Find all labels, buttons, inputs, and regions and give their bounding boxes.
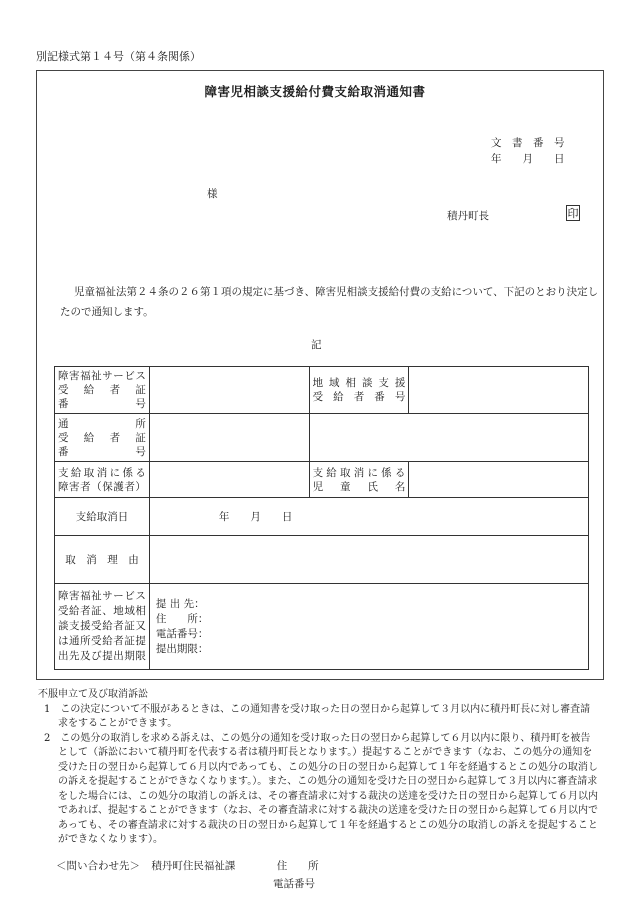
contact-block <box>56 858 319 873</box>
ki-mark: 記 <box>311 339 322 351</box>
row-names <box>55 462 589 498</box>
document-number-label: 文 書 番 号 <box>491 137 565 149</box>
document-title: 障害児相談支援給付費支給取消通知書 <box>204 84 426 99</box>
cancel-date-field[interactable]: 年 月 日 <box>149 498 588 536</box>
row-service-cert <box>55 367 589 414</box>
note-item-1: 1 この決定について不服があるときは、この通知書を受け取った日の翌日から起算して３月以内に積丹町長に対し審査請求をすることができます。 <box>44 703 591 729</box>
body-text: 児童福祉法第２４条の２６第１項の規定に基づき、障害児相談支援給付費の支給について、下記のとおり決定したので通知します。 <box>60 286 599 318</box>
community-support-number-cells[interactable] <box>409 367 589 414</box>
issuer-name: 積丹町長 <box>447 210 489 222</box>
phone-line: 電話番号： <box>155 627 209 640</box>
guardian-label: 支給取消に係る 障害者（保護者） <box>55 462 150 498</box>
deadline-line: 提出期限： <box>155 642 209 655</box>
address-line: 住 所： <box>155 612 209 625</box>
row-cancel-date <box>55 498 589 536</box>
daycare-cert-label: 通 所 受 給 者 証 番 号 <box>55 414 150 462</box>
appeal-notes <box>38 688 598 848</box>
submission-details[interactable] <box>149 584 588 670</box>
row-submission <box>55 584 589 670</box>
recipient-suffix: 様 <box>207 188 218 200</box>
record-table <box>54 366 589 670</box>
service-cert-label: 障害福祉サービス 受 給 者 証 番 号 <box>55 367 150 414</box>
service-cert-number-cells[interactable] <box>149 367 309 414</box>
blank-cell <box>309 414 588 462</box>
cancel-reason-field[interactable] <box>149 536 588 584</box>
contact-dept: 積丹町住民福祉課 <box>151 860 236 872</box>
submission-label: 障害福祉サービス 受給者証、地域相 談支援受給者証又 は通所受給者証提 出先及び提出期限 <box>55 584 150 670</box>
community-support-number-label: 地域相談支援 受給者番号 <box>309 367 409 414</box>
seal-mark: 印 <box>567 207 579 220</box>
contact-label: ＜問い合わせ先＞ <box>56 860 140 872</box>
contact-phone: 電話番号 <box>273 878 315 890</box>
cancel-date-label: 支給取消日 <box>55 498 150 536</box>
row-daycare-cert <box>55 414 589 462</box>
child-name-field[interactable] <box>409 462 589 498</box>
row-cancel-reason <box>55 536 589 584</box>
daycare-cert-number-cells[interactable] <box>149 414 309 462</box>
cancel-reason-label: 取 消 理 由 <box>55 536 150 584</box>
child-name-label: 支給取消に係る 児 童 氏 名 <box>309 462 409 498</box>
notes-heading: 不服申立て及び取消訴訟 <box>38 689 148 700</box>
date-label: 年 月 日 <box>491 153 565 165</box>
contact-address: 住 所 <box>276 860 319 872</box>
guardian-name-field[interactable] <box>149 462 309 498</box>
form-reference: 別記様式第１４号（第４条関係） <box>36 50 201 63</box>
submit-to-line: 提 出 先： <box>155 597 205 610</box>
note-item-2: 2 この処分の取消しを求める訴えは、この処分の通知を受け取った日の翌日から起算して６月以内に限り、積丹町を被告として（訴訟において積丹町を代表する者は積丹町長となります。）提起することができます（なお、この処分の通知を受けた日の翌日から起算して６月以内であっても、この処分の日の翌日から起算して１年を経過するとこの処分の取消しの訴えを提起することができなくなります。）。また、この処分の通知を受けた日の翌日から起算して３月以内に審査請求をした場合には、この処分の取消しの訴えは、その審査請求に対する裁決の送達を受けた日の翌日から起算して６月以内であれば、提起することができます（なお、その審査請求に対する裁決の送達を受けた日の翌日から起算して６月以内であっても、その審査請求に対する裁決の日の翌日から起算して１年を経過するとこの処分の取消しの訴えを提起することができなくなります）。 <box>44 732 598 845</box>
